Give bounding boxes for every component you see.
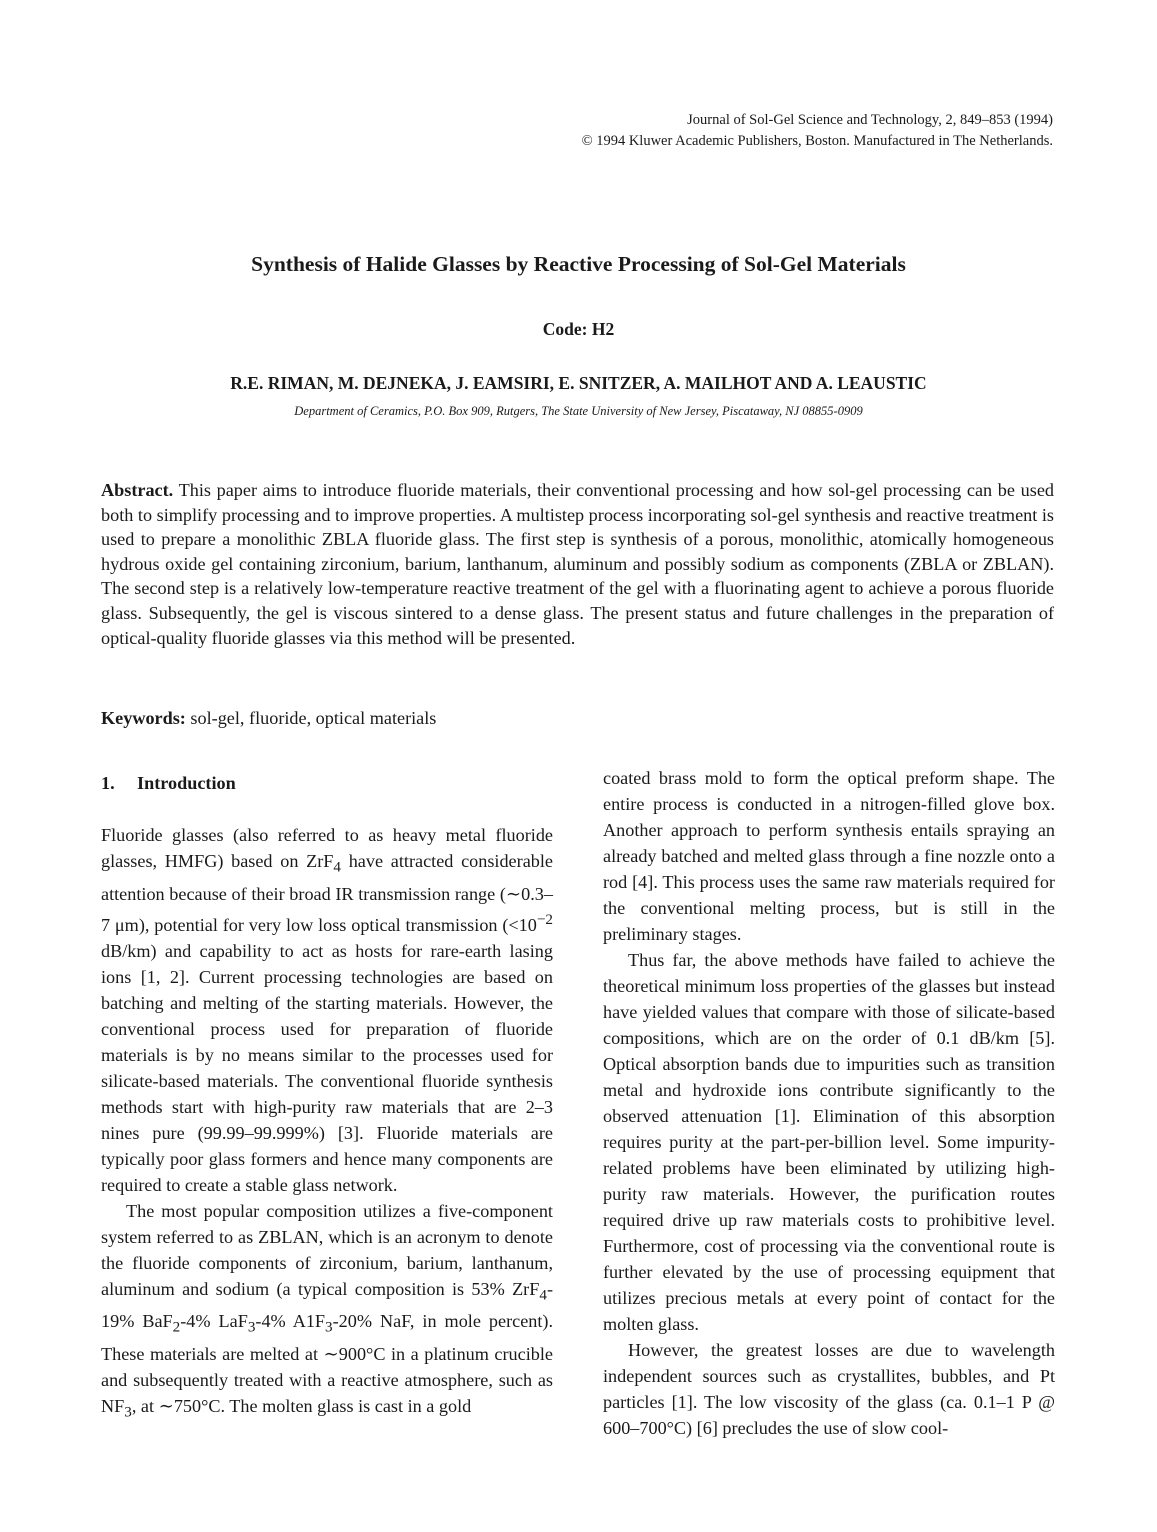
journal-citation: Journal of Sol-Gel Science and Technology, 2, 849–853 (1994) xyxy=(687,112,1053,128)
subscript: 3 xyxy=(247,1318,256,1336)
journal-header xyxy=(582,110,1053,152)
text-run: -4% LaF xyxy=(180,1311,248,1332)
keywords xyxy=(101,706,1054,731)
keywords-label: Keywords: xyxy=(101,708,186,728)
text-run: , at ∼750°C. The molten glass is cast in a gold xyxy=(131,1395,472,1416)
paper-code: Code: H2 xyxy=(542,319,615,339)
abstract-label: Abstract. xyxy=(101,480,174,500)
subscript: 2 xyxy=(172,1318,181,1336)
text-run: -19% BaF xyxy=(101,1278,553,1332)
keywords-text: sol-gel, fluoride, optical materials xyxy=(190,708,437,728)
right-paragraph-3: However, the greatest losses are due to wavelength independent sources such as crystallites, bubbles, and Pt particles [1]. The low viscosity of the glass (ca. 0.1–1 P @ 600–700°C) [6] precludes the use of slow cool- xyxy=(603,1340,1055,1438)
right-paragraph-2: Thus far, the above methods have failed to achieve the theoretical minimum loss properties of the glasses but instead have yielded values that compare with those of silicate-based compositions, which are on the order of 0.1 dB/km [5]. Optical absorption bands due to impurities such as transition metal and hydroxide ions contribute significantly to the observed attenuation [1]. Elimination of this absorption requires purity at the part-per-billion level. Some impurity-related problems have been eliminated by utilizing high-purity raw materials. However, the purification routes required drive up raw materials costs to prohibitive level. Furthermore, cost of processing via the conventional route is further elevated by the use of processing equipment that utilizes precious metals at every point of contact for the molten glass. xyxy=(603,950,1055,1334)
subscript: 4 xyxy=(333,858,341,876)
text-run: -4% A1F xyxy=(255,1311,326,1332)
intro-paragraph-1 xyxy=(101,822,553,1198)
text-run: dB/km) and capability to act as hosts for rare-earth lasing ions [1, 2]. Current processing technologies are based on batching and melting of the starting materials. However, the conventional process used for preparation of fluoride materials is by no means similar to the processes used for silicate-based materials. The conventional fluoride synthesis methods start with high-purity raw materials that are 2–3 nines pure (99.99–99.999%) [3]. Fluoride materials are typically poor glass formers and hence many components are required to create a stable glass network. xyxy=(101,940,553,1195)
intro-paragraph-2 xyxy=(101,1198,553,1426)
text-run: have attracted considerable attention because of their broad IR transmission range (∼0.3–7 μm), potential for very low loss optical transmission (<10 xyxy=(101,851,553,935)
abstract xyxy=(101,478,1054,650)
copyright-notice: © 1994 Kluwer Academic Publishers, Boston. Manufactured in The Netherlands. xyxy=(581,133,1053,149)
left-column xyxy=(101,770,553,1426)
subscript: 3 xyxy=(325,1318,333,1336)
affiliation: Department of Ceramics, P.O. Box 909, Rutgers, The State University of New Jersey, Piscataway, NJ 08855-0909 xyxy=(294,404,863,418)
right-paragraph-1: coated brass mold to form the optical preform shape. The entire process is conducted in a nitrogen-filled glove box. Another approach to perform synthesis entails spraying an already batched and melted glass through a fine nozzle onto a rod [4]. This process uses the same raw materials required for the conventional melting process, but is still in the preliminary stages. xyxy=(603,768,1055,944)
author-list: R.E. RIMAN, M. DEJNEKA, J. EAMSIRI, E. SNITZER, A. MAILHOT AND A. LEAUSTIC xyxy=(230,373,927,393)
text-run: The most popular composition utilizes a five-component system referred to as ZBLAN, which is an acronym to denote the fluoride components of zirconium, barium, lanthanum, aluminum and sodium (a typical composition is 53% ZrF xyxy=(101,1200,553,1299)
text-run: Fluoride glasses (also referred to as heavy metal fluoride glasses, HMFG) based on ZrF xyxy=(101,825,553,871)
subscript: 4 xyxy=(539,1286,547,1304)
section-number: 1. xyxy=(101,773,115,793)
right-column xyxy=(603,765,1055,1441)
text-run: -20% NaF, in mole percent). These materials are melted at ∼900°C in a platinum crucible and subsequently treated with a reactive atmosphere, such as NF xyxy=(101,1311,554,1416)
paper-title: Synthesis of Halide Glasses by Reactive Processing of Sol-Gel Materials xyxy=(251,252,906,276)
section-title: Introduction xyxy=(137,773,236,793)
section-heading xyxy=(101,770,553,796)
subscript: 3 xyxy=(124,1403,132,1421)
superscript: −2 xyxy=(536,910,553,928)
abstract-text: This paper aims to introduce fluoride materials, their conventional processing and how sol-gel processing can be used both to simplify processing and to improve properties. A multistep process incorporating sol-gel synthesis and reactive treatment is used to prepare a monolithic ZBLA fluoride glass. The first step is synthesis of a porous, monolithic, atomically homogeneous hydrous oxide gel containing zirconium, barium, lanthanum, aluminum and possibly sodium as components (ZBLA or ZBLAN). The second step is a relatively low-temperature reactive treatment of the gel with a fluorinating agent to achieve a porous fluoride glass. Subsequently, the gel is viscous sintered to a dense glass. The present status and future challenges in the preparation of optical-quality fluoride glasses via this method will be presented. xyxy=(101,480,1054,648)
